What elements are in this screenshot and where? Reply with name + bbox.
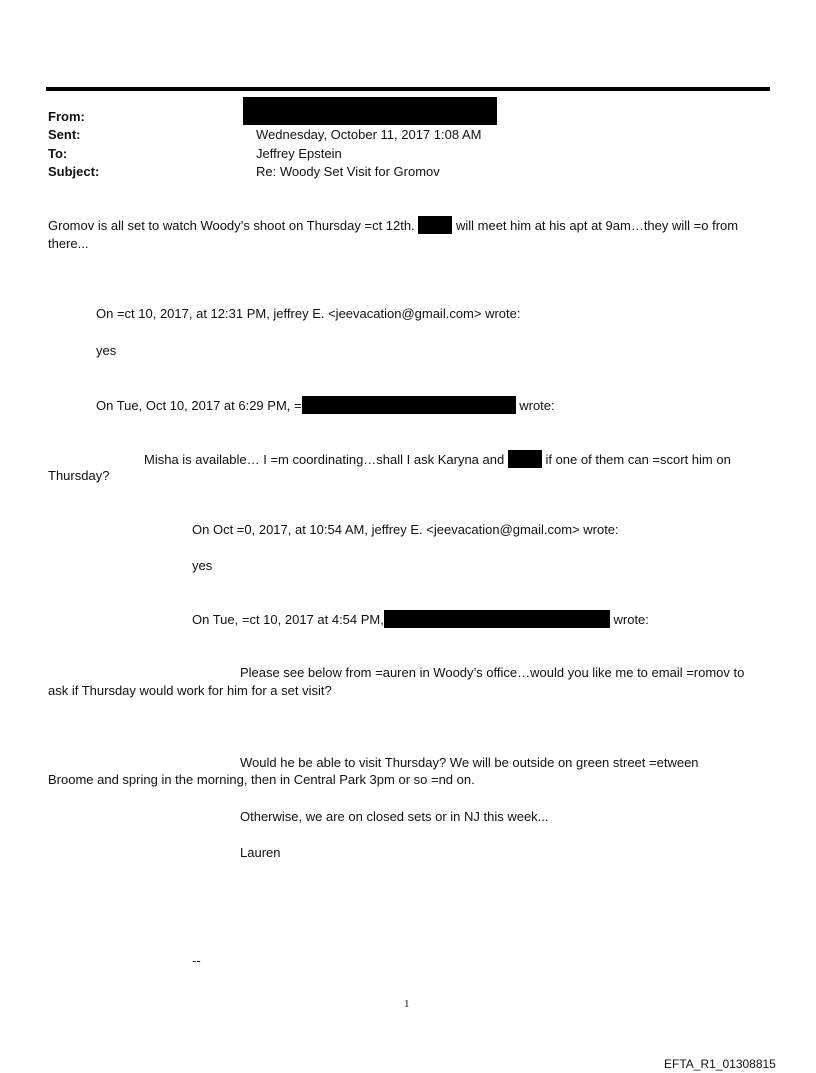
quote-body-line: Otherwise, we are on closed sets or in NJ this week... — [240, 809, 549, 824]
quote-header-text: On Tue, Oct 10, 2017 at 6:29 PM, = — [96, 398, 302, 413]
signature: Lauren — [240, 845, 281, 860]
quote-body-line: Broome and spring in the morning, then in Central Park 3pm or so =nd on. — [48, 772, 475, 787]
body-text: will meet him at his apt at 9am…they will =o from — [455, 218, 739, 233]
quote-body-line: Would he be able to visit Thursday? We will be outside on green street =etween — [240, 755, 699, 770]
quote-header-text: wrote: — [613, 612, 649, 627]
separator: -- — [192, 953, 201, 968]
quote-body-line — [144, 450, 731, 468]
redaction-block — [384, 610, 610, 628]
redaction-block — [508, 450, 542, 468]
body-line-2: there... — [48, 236, 89, 251]
quote-body-line: Please see below from =auren in Woody’s office…would you like me to email =romov to — [240, 665, 745, 680]
quote-header: On =ct 10, 2017, at 12:31 PM, jeffrey E. <jeevacation@gmail.com> wrote: — [96, 306, 521, 321]
body-line-1 — [48, 216, 738, 234]
quote-reply: yes — [96, 343, 117, 358]
to-value: Jeffrey Epstein — [256, 146, 342, 161]
quote-text: Misha is available… I =m coordinating…shall I ask Karyna and — [144, 452, 505, 467]
subject-value: Re: Woody Set Visit for Gromov — [256, 164, 440, 179]
quote-header — [192, 610, 649, 628]
redaction-from — [243, 97, 497, 125]
quote-text: if one of them can =scort him on — [545, 452, 731, 467]
body-text: Gromov is all set to watch Woody’s shoot on Thursday =ct 12th. — [48, 218, 415, 233]
from-label: From: — [48, 109, 85, 124]
redaction-block — [418, 216, 452, 234]
quote-reply: yes — [192, 558, 213, 573]
sent-value: Wednesday, October 11, 2017 1:08 AM — [256, 127, 482, 142]
document-id: EFTA_R1_01308815 — [664, 1057, 776, 1071]
quote-header-text: wrote: — [519, 398, 555, 413]
to-label: To: — [48, 146, 68, 161]
page-number: 1 — [404, 998, 410, 1010]
header-rule — [46, 87, 770, 91]
quote-body-line: Thursday? — [48, 468, 110, 483]
sent-label: Sent: — [48, 127, 81, 142]
quote-header: On Oct =0, 2017, at 10:54 AM, jeffrey E. <jeevacation@gmail.com> wrote: — [192, 522, 619, 537]
quote-header-text: On Tue, =ct 10, 2017 at 4:54 PM, — [192, 612, 384, 627]
quote-header — [96, 396, 555, 414]
subject-label: Subject: — [48, 164, 100, 179]
redaction-block — [302, 396, 516, 414]
quote-body-line: ask if Thursday would work for him for a set visit? — [48, 683, 332, 698]
